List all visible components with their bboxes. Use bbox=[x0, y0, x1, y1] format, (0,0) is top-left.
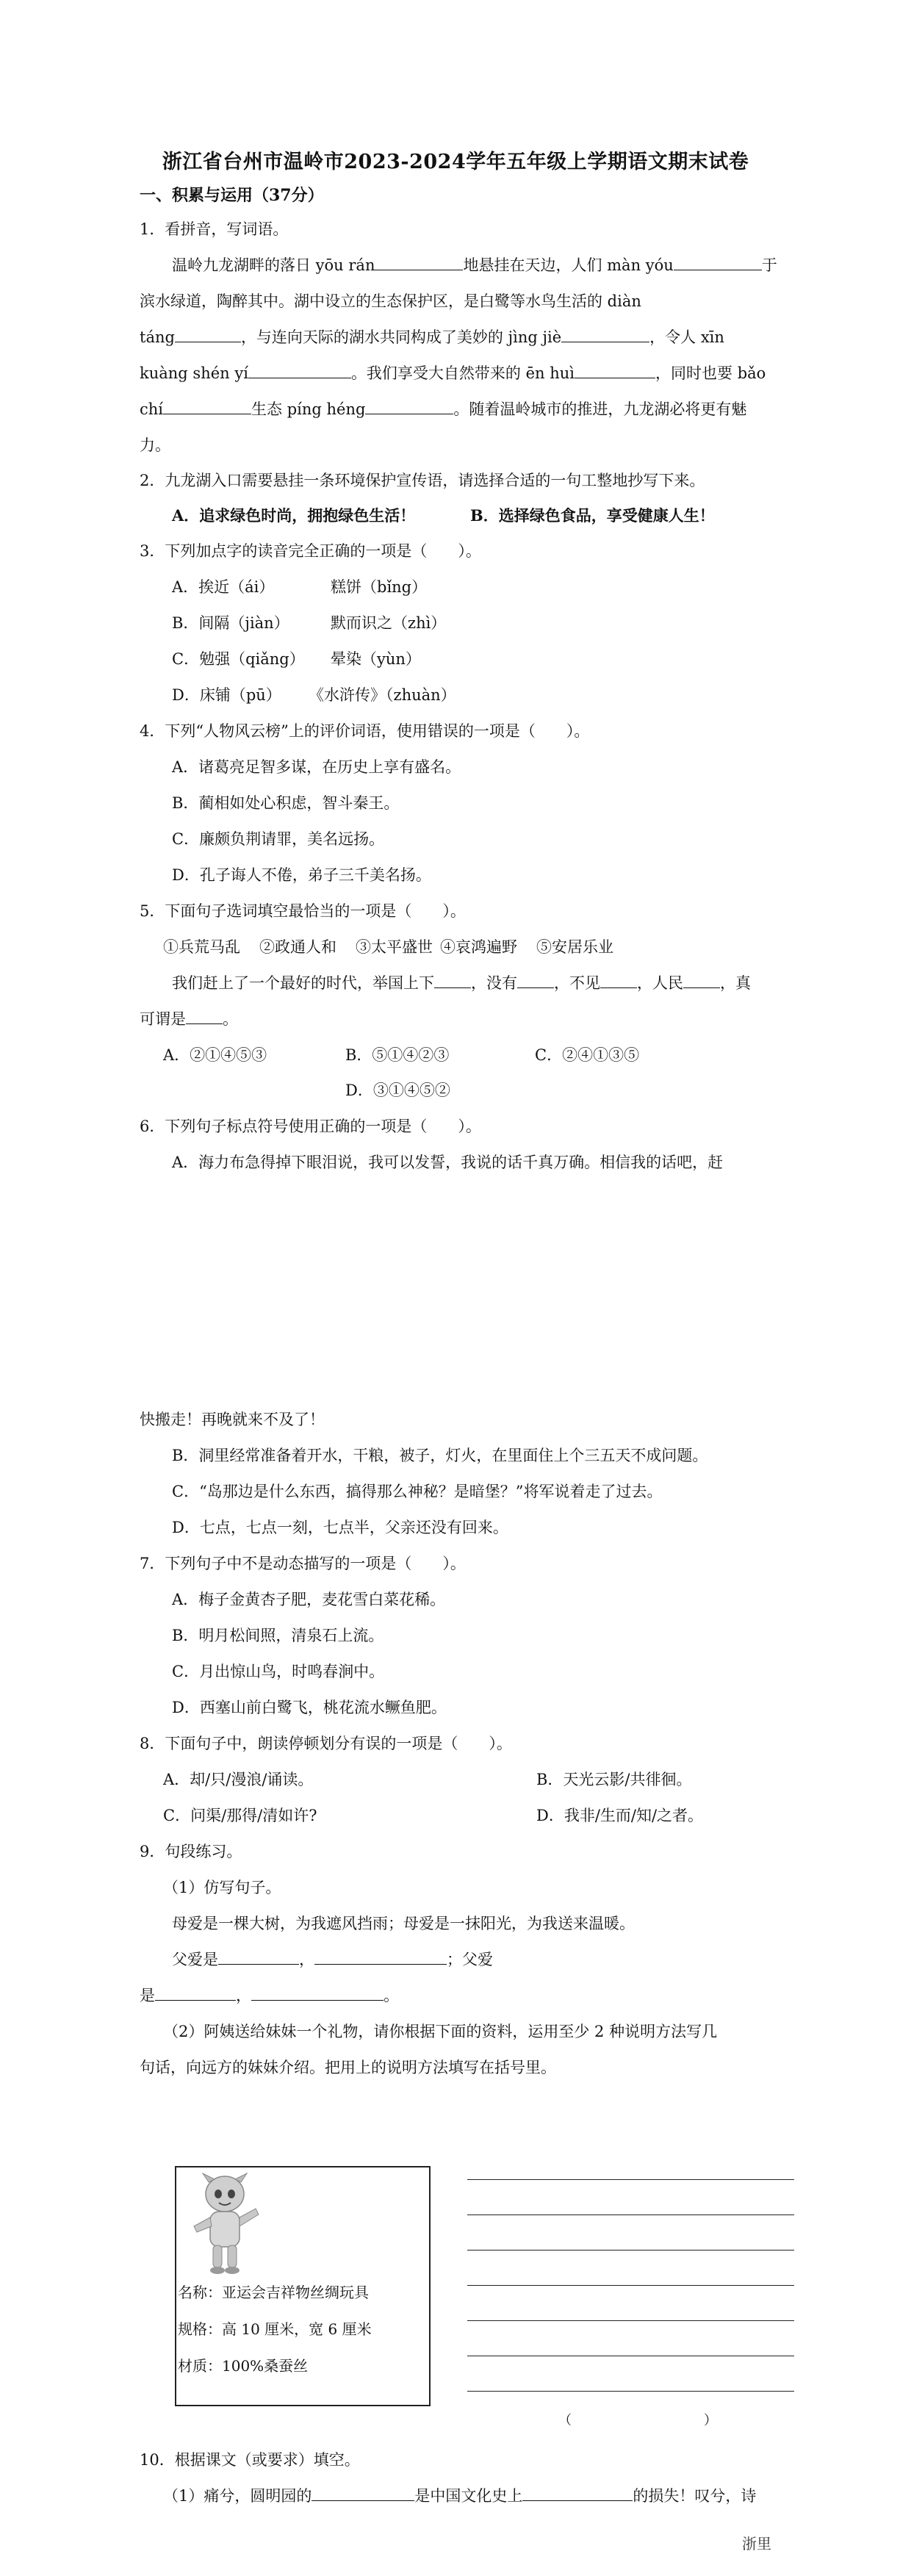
q9-stem: 9．句段练习。 bbox=[140, 1843, 242, 1860]
q10-stem: 10．根据课文（或要求）填空。 bbox=[140, 2451, 360, 2469]
q8-option-d[interactable]: D．我非/生而/知/之者。 bbox=[536, 1807, 704, 1824]
q5-text: 。 bbox=[223, 1010, 238, 1028]
q1-text: chí bbox=[140, 400, 164, 418]
q7-option-b[interactable]: B．明月松间照，清泉石上流。 bbox=[172, 1627, 384, 1644]
q1-text: 温岭九龙湖畔的落日 yōu rán bbox=[172, 256, 375, 274]
q6-option-a[interactable]: A．海力布急得掉下眼泪说，我可以发誓，我说的话千真万确。相信我的话吧，赶 bbox=[172, 1154, 724, 1171]
card-size: 规格：高 10 厘米，宽 6 厘米 bbox=[178, 2320, 372, 2338]
q5-sentence-cont bbox=[140, 1007, 238, 1029]
answer-blank[interactable] bbox=[248, 364, 351, 378]
q8-stem: 8．下面句子中，朗读停顿划分有误的一项是（ ）。 bbox=[140, 1735, 512, 1752]
q1-text: táng bbox=[140, 328, 175, 346]
writing-line[interactable] bbox=[467, 2250, 794, 2251]
q1-line6: 力。 bbox=[140, 436, 170, 454]
q4-option-d[interactable]: D．孔子诲人不倦，弟子三千美名扬。 bbox=[172, 866, 431, 884]
q1-line4 bbox=[140, 361, 766, 384]
q9-text: 父爱是 bbox=[172, 1951, 218, 1968]
q10-text: 是中国文化史上 bbox=[414, 2487, 523, 2505]
q1-text: ，与连向天际的湖水共同构成了美妙的 jìng jiè bbox=[240, 328, 562, 346]
q5-text: ，没有 bbox=[471, 974, 517, 992]
q1-text: kuàng shén yí bbox=[140, 364, 248, 382]
answer-blank[interactable] bbox=[517, 974, 554, 988]
q9-part2: （2）阿姨送给妹妹一个礼物，请你根据下面的资料，运用至少 2 种说明方法写几 bbox=[163, 2023, 718, 2040]
q4-stem: 4．下列“人物风云榜”上的评价词语，使用错误的一项是（ ）。 bbox=[140, 722, 590, 740]
exam-title: 浙江省台州市温岭市2023-2024学年五年级上学期语文期末试卷 bbox=[162, 151, 749, 173]
answer-blank[interactable] bbox=[312, 2487, 414, 2501]
q3-option-a-word2: 糕饼（bǐng） bbox=[331, 578, 428, 596]
q9-text: 。 bbox=[384, 1987, 399, 2004]
q6-option-d[interactable]: D．七点，七点一刻，七点半，父亲还没有回来。 bbox=[172, 1519, 508, 1536]
q7-option-a[interactable]: A．梅子金黄杏子肥，麦花雪白菜花稀。 bbox=[172, 1591, 446, 1608]
q5-text: ，真 bbox=[720, 974, 751, 992]
answer-blank[interactable] bbox=[683, 974, 720, 988]
section-heading: 一、积累与运用（37分） bbox=[140, 186, 324, 205]
q9-part2-cont: 句话，向远方的妹妹介绍。把用上的说明方法填写在括号里。 bbox=[140, 2059, 556, 2076]
word-choice: ②政通人和 bbox=[259, 938, 336, 956]
mascot-image bbox=[181, 2172, 269, 2281]
q5-text: ，人民 bbox=[637, 974, 683, 992]
q1-text: ，令人 xīn bbox=[649, 328, 724, 346]
q7-option-c[interactable]: C．月出惊山鸟，时鸣春涧中。 bbox=[172, 1663, 385, 1680]
q10-text: （1）痛兮，圆明园的 bbox=[163, 2487, 312, 2505]
q4-option-c[interactable]: C．廉颇负荆请罪，美名远扬。 bbox=[172, 830, 385, 848]
q6-option-a-cont: 快搬走！再晚就来不及了！ bbox=[140, 1411, 325, 1428]
q3-option-b-word2: 默而识之（zhì） bbox=[331, 614, 447, 632]
q6-option-c[interactable]: C．“岛那边是什么东西，搞得那么神秘？是暗堡？”将军说着走了过去。 bbox=[172, 1483, 663, 1500]
q5-option-c[interactable]: C．②④①③⑤ bbox=[535, 1046, 640, 1064]
writing-line[interactable] bbox=[467, 2285, 794, 2286]
q1-text: 地悬挂在天边，人们 màn yóu bbox=[463, 256, 674, 274]
q3-option-b[interactable]: B．间隔（jiàn） bbox=[172, 614, 289, 632]
q1-line1 bbox=[172, 253, 777, 276]
q6-stem: 6．下列句子标点符号使用正确的一项是（ ）。 bbox=[140, 1118, 481, 1135]
q5-option-b[interactable]: B．⑤①④②③ bbox=[345, 1046, 450, 1064]
q9-text: ， bbox=[299, 1951, 314, 1968]
answer-blank[interactable] bbox=[561, 328, 649, 342]
word-choice: ①兵荒马乱 bbox=[163, 938, 240, 956]
q6-option-b[interactable]: B．洞里经常准备着开水，干粮，被子，灯火，在里面住上个三五天不成问题。 bbox=[172, 1447, 708, 1464]
q9-fill-line2 bbox=[140, 1984, 399, 2006]
q3-option-c-word2: 晕染（yùn） bbox=[331, 650, 421, 668]
q3-option-d[interactable]: D．床铺（pū） bbox=[172, 686, 281, 704]
answer-blank[interactable] bbox=[365, 400, 453, 414]
answer-blank[interactable] bbox=[575, 364, 655, 378]
q5-text: ，不见 bbox=[554, 974, 600, 992]
writing-line[interactable] bbox=[467, 2179, 794, 2180]
writing-line[interactable] bbox=[467, 2320, 794, 2321]
answer-blank[interactable] bbox=[674, 256, 762, 270]
page-footer: 浙里 bbox=[742, 2535, 771, 2552]
q5-sentence bbox=[172, 971, 751, 993]
product-info-card bbox=[175, 2166, 431, 2406]
q9-text: 是 bbox=[140, 1987, 155, 2004]
q4-option-a[interactable]: A．诸葛亮足智多谋，在历史上享有盛名。 bbox=[172, 758, 461, 776]
writing-line[interactable] bbox=[467, 2391, 794, 2392]
answer-blank[interactable] bbox=[218, 1951, 299, 1965]
q2-stem: 2．九龙湖入口需要悬挂一条环境保护宣传语，请选择合适的一句工整地抄写下来。 bbox=[140, 472, 705, 489]
q1-text: 。随着温岭城市的推进，九龙湖必将更有魅 bbox=[453, 400, 747, 418]
q1-line2: 滨水绿道，陶醉其中。湖中设立的生态保护区，是白鹭等水鸟生活的 diàn bbox=[140, 292, 641, 310]
answer-blank[interactable] bbox=[434, 974, 471, 988]
answer-blank[interactable] bbox=[175, 328, 241, 342]
word-choice: ⑤安居乐业 bbox=[536, 938, 613, 956]
q3-option-c[interactable]: C．勉强（qiǎng） bbox=[172, 650, 305, 668]
q1-line5 bbox=[140, 397, 746, 420]
q5-word-choices bbox=[163, 935, 613, 957]
q5-text: 可谓是 bbox=[140, 1010, 186, 1028]
q8-option-c[interactable]: C．问渠/那得/清如许? bbox=[163, 1807, 317, 1824]
answer-blank[interactable] bbox=[163, 400, 251, 414]
q9-text: ， bbox=[236, 1987, 251, 2004]
q1-line3 bbox=[140, 325, 724, 348]
answer-blank[interactable] bbox=[375, 256, 463, 270]
q9-text: ；父爱 bbox=[447, 1951, 493, 1968]
q7-option-d[interactable]: D．西塞山前白鹭飞，桃花流水鳜鱼肥。 bbox=[172, 1699, 447, 1716]
q1-text: 。我们享受大自然带来的 ēn huì bbox=[350, 364, 575, 382]
card-material: 材质：100%桑蚕丝 bbox=[178, 2357, 309, 2375]
word-choice: ④哀鸿遍野 bbox=[440, 938, 517, 956]
answer-blank[interactable] bbox=[155, 1987, 236, 2001]
card-name: 名称：亚运会吉祥物丝绸玩具 bbox=[178, 2284, 369, 2301]
q8-option-a[interactable]: A．却/只/漫浪/诵读。 bbox=[163, 1771, 314, 1788]
word-choice: ③太平盛世 bbox=[356, 938, 433, 956]
q5-option-a[interactable]: A．②①④⑤③ bbox=[163, 1046, 267, 1064]
q2-option-b[interactable]: B．选择绿色食品，享受健康人生！ bbox=[470, 506, 715, 525]
answer-blank[interactable] bbox=[186, 1010, 223, 1024]
q1-text: 生态 píng héng bbox=[251, 400, 366, 418]
answer-blank[interactable] bbox=[522, 2487, 633, 2501]
q5-text: 我们赶上了一个最好的时代，举国上下 bbox=[172, 974, 434, 992]
answer-blank[interactable] bbox=[600, 974, 637, 988]
q2-option-a[interactable]: A．追求绿色时尚，拥抱绿色生活！ bbox=[172, 506, 416, 525]
q10-text: 的损失！叹兮，诗 bbox=[633, 2487, 757, 2505]
answer-blank[interactable] bbox=[314, 1951, 447, 1965]
q3-option-d-word2: 《水浒传》（zhuàn） bbox=[309, 686, 456, 704]
q1-text: 于 bbox=[761, 256, 777, 274]
q8-option-b[interactable]: B．天光云影/共徘徊。 bbox=[536, 1771, 692, 1788]
q3-option-a[interactable]: A．挨近（ái） bbox=[172, 578, 275, 596]
q4-option-b[interactable]: B．蔺相如处心积虑，智斗秦王。 bbox=[172, 794, 400, 812]
answer-blank[interactable] bbox=[251, 1987, 384, 2001]
q9-fill-line1 bbox=[172, 1948, 493, 1970]
q9-example: 母爱是一棵大树，为我遮风挡雨；母爱是一抹阳光，为我送来温暖。 bbox=[172, 1915, 635, 1932]
q7-stem: 7．下列句子中不是动态描写的一项是（ ）。 bbox=[140, 1555, 466, 1572]
q10-line1 bbox=[163, 2484, 756, 2506]
q5-option-d[interactable]: D．③①④⑤② bbox=[345, 1082, 450, 1099]
q5-stem: 5．下面句子选词填空最恰当的一项是（ ）。 bbox=[140, 902, 466, 920]
method-parentheses[interactable]: （ ） bbox=[558, 2413, 717, 2428]
q1-text: ，同时也要 bǎo bbox=[655, 364, 766, 382]
q3-stem: 3．下列加点字的读音完全正确的一项是（ ）。 bbox=[140, 542, 481, 560]
q9-part1: （1）仿写句子。 bbox=[163, 1879, 281, 1896]
q1-stem: 1．看拼音，写词语。 bbox=[140, 220, 289, 238]
